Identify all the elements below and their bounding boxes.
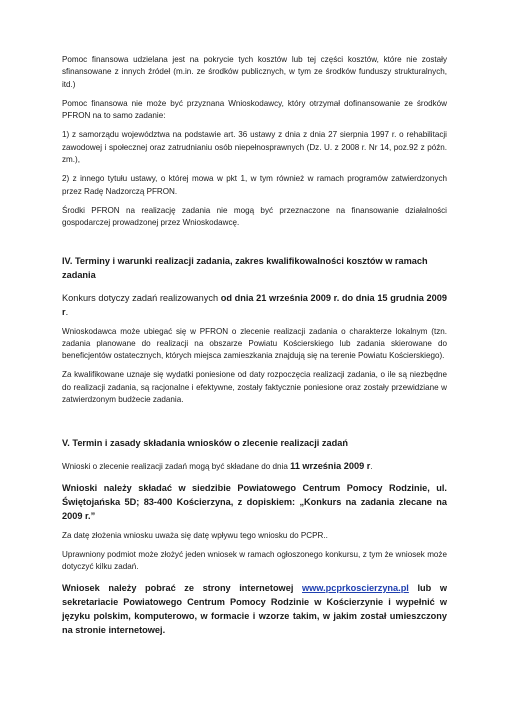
paragraph-submission-date: Za datę złożenia wniosku uważa się datę wpływu tego wniosku do PCPR..	[62, 530, 328, 540]
section-4-heading: IV. Terminy i warunki realizacji zadania, zakres kwalifikowalności kosztów w ramach zadania	[62, 255, 428, 280]
paragraph-funding-restriction: Pomoc finansowa nie może być przyznana Wnioskodawcy, który otrzymał dofinansowanie ze środków PFRON na to samo zadanie:	[62, 98, 447, 121]
paragraph-pfron-funds: Środki PFRON na realizację zadania nie mogą być przeznaczone na finansowanie działalności gospodarczej prowadzonej przez Wnioskodawcę.	[62, 205, 447, 228]
contest-dates-range: od dnia 21 września 2009 r. do dnia 15 grudnia 2009 r	[62, 292, 447, 317]
paragraph-contest-dates	[62, 291, 447, 319]
download-prefix: Wniosek należy pobrać ze strony internetowej	[62, 582, 294, 593]
paragraph-single-application: Uprawniony podmiot może złożyć jeden wniosek w ramach ogłoszonego konkursu, z tym że wniosek może dotyczyć kilku zadań.	[62, 549, 447, 572]
website-link[interactable]: www.pcprkoscierzyna.pl	[301, 582, 409, 593]
contest-dates-prefix: Konkurs dotyczy zadań realizowanych	[62, 292, 219, 303]
paragraph-eligible-costs: Za kwalifikowane uznaje się wydatki poniesione od daty rozpoczęcia realizacji zadania, o ile są niezbędne do realizacji zadania, są racjonalne i efektywne, zostały faktycznie poniesione oraz zostały przewidziane w zatwierdzonym budżecie zadania.	[62, 370, 447, 405]
paragraph-funding-coverage: Pomoc finansowa udzielana jest na pokrycie tych kosztów lub tej części kosztów, które nie zostały sfinansowane z innych źródeł (m.in. ze środków publicznych, w tym ze środków funduszy strukturalnych, itd.)	[62, 55, 447, 89]
contest-dates-suffix: .	[65, 306, 69, 317]
deadline-date: 11 września 2009 r	[290, 461, 371, 472]
paragraph-point-2: 2) z innego tytułu ustawy, o której mowa w pkt 1, w tym również w ramach programów zatwierdzonych przez Radę Nadzorczą PFRON.	[62, 174, 447, 196]
deadline-prefix: Wnioski o zlecenie realizacji zadań mogą być składane do dnia	[62, 462, 288, 472]
paragraph-local-tasks: Wnioskodawca może ubiegać się w PFRON o zlecenie realizacji zadania o charakterze lokalnym (tzn. zadania planowane do realizacji na obszarze Powiatu Kościerskiego lub zadania skierowane do beneficjentów ostatecznych, których miejsca zamieszkania znajdują się na terenie Powiatu Kościerskiego).	[62, 326, 447, 361]
paragraph-submission-place: Wnioski należy składać w siedzibie Powiatowego Centrum Pomocy Rodzinie, ul. Świętojańska 5D; 83-400 Kościerzyna, z dopiskiem: „Konkurs na zadania zlecane na 2009 r.”	[62, 482, 447, 521]
download-suffix: lub w sekretariacie Powiatowego Centrum Pomocy Rodzinie w Kościerzynie i wypełnić w języku polskim, komputerowo, w formacie i wzorze takim, w jakim został umieszczony na stronie internetowej.	[62, 582, 448, 635]
paragraph-download-form	[62, 581, 447, 637]
paragraph-deadline	[62, 459, 447, 473]
document-page	[62, 54, 447, 644]
section-5-heading: V. Termin i zasady składania wniosków o zlecenie realizacji zadań	[62, 438, 348, 449]
deadline-suffix: .	[370, 462, 373, 472]
paragraph-point-1: 1) z samorządu województwa na podstawie art. 36 ustawy z dnia z dnia 27 sierpnia 1997 r. o rehabilitacji zawodowej i społecznej oraz zatrudnianiu osób niepełnosprawnych (Dz. U. z 2008 r. Nr 14, poz.92 z późn. zm.),	[62, 130, 447, 165]
